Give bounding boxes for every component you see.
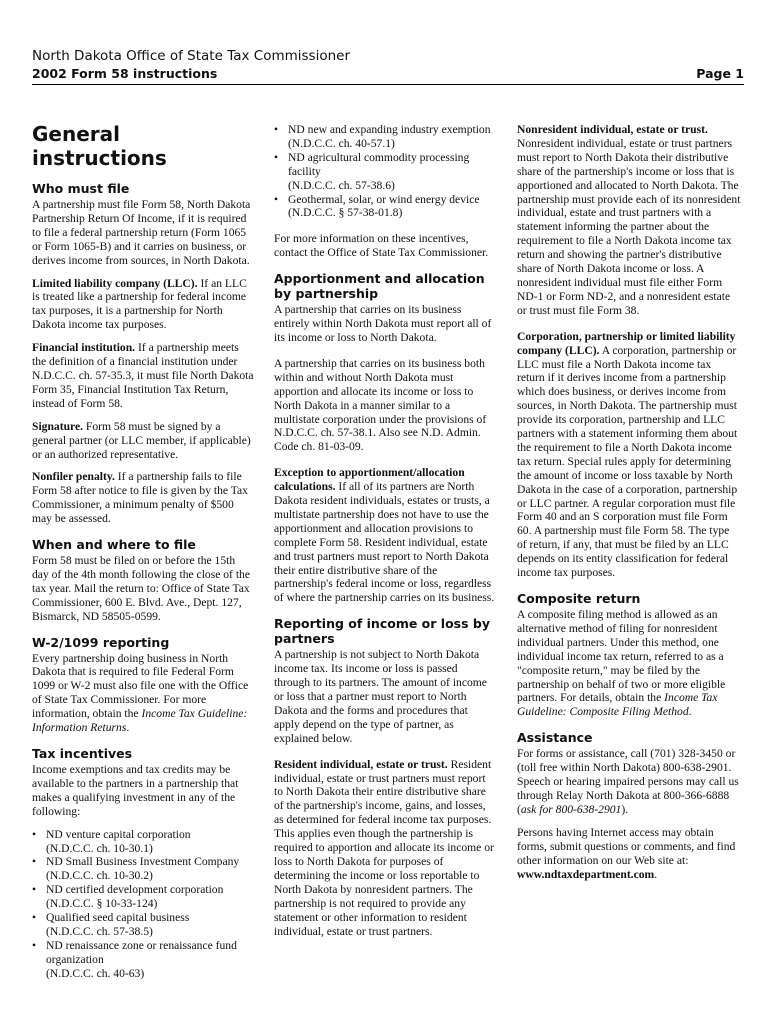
fin-text: If a partnership meets the definition of a financial institution under N.D.C.C. ch. 57-35.3, it must file North Dakota Form 35, Financial Institution Tax Return, instead of Form 58. (32, 341, 254, 410)
incentive-cite: (N.D.C.C. § 57-38-01.8) (288, 206, 403, 220)
incentive-name: • Geothermal, solar, or wind energy device (288, 192, 480, 206)
w2-text: Every partnership doing business in North Dakota that is required to file Federal Form 1099 or W-2 must also file one with the Office of State Tax Commissioner. For more information, obtain the (32, 651, 249, 721)
more-info-text: For more information on these incentives, contact the Office of State Tax Commissioner. (274, 232, 489, 260)
list-item (32, 911, 254, 939)
incentive-name: • ND agricultural commodity processing facility (288, 150, 470, 178)
w2-end: . (126, 721, 130, 735)
assistance-end: ). (621, 802, 629, 816)
composite-guideline: Income Tax Guideline: Composite Filing Method (517, 691, 718, 719)
exception-text: If all of its partners are North Dakota resident individuals, estates or trusts, a multistate partnership does not have to use the apportionment and allocation provisions to complete Form 58. Resident individual, estate and trust partners must report to North Dakota their entire distributive share of the partnership's federal income or loss, regardless of where the partnership carries on its business. (274, 480, 495, 605)
incentive-name: • ND Small Business Investment Company (46, 855, 240, 869)
list-item (274, 151, 496, 193)
fin-lead: Financial institution. (32, 341, 136, 355)
incentive-cite: (N.D.C.C. ch. 10-30.2) (46, 869, 153, 883)
list-item (32, 939, 254, 981)
incentive-cite: (N.D.C.C. ch. 40-57.1) (288, 136, 395, 150)
column-2 (274, 118, 496, 947)
form-title: 2002 Form 58 instructions (32, 66, 218, 81)
assistance-text: For forms or assistance, call (701) 328-3450 or (toll free within North Dakota) 800-638-2901. Speech or hearing impaired persons may call us through Relay North Dakota at 800-366-6888 ( (517, 747, 739, 816)
incentive-list-1 (32, 828, 254, 981)
incentive-cite: (N.D.C.C. ch. 40-63) (46, 966, 145, 980)
incentive-cite: (N.D.C.C. ch. 57-38.6) (288, 178, 395, 192)
website-link[interactable]: www.ndtaxdepartment.com (517, 867, 655, 881)
composite-paragraph (517, 608, 741, 719)
incentive-list-2 (274, 123, 496, 220)
w2-guideline: Income Tax Guideline: Information Returns (32, 707, 248, 735)
list-item (274, 123, 496, 151)
composite-heading: Composite return (517, 591, 641, 606)
nonresident-paragraph (517, 123, 741, 318)
list-item (274, 193, 496, 221)
sig-paragraph (32, 420, 254, 462)
page-title: General instructions (32, 122, 167, 170)
fin-paragraph (32, 341, 254, 411)
corporation-lead: Corporation, partnership or limited liability company (LLC). (517, 329, 736, 357)
resident-lead: Resident individual, estate or trust. (274, 757, 448, 771)
internet-paragraph (517, 826, 741, 882)
composite-end: . (688, 705, 692, 719)
exception-lead: Exception to apportionment/allocation calculations. (274, 466, 465, 494)
reporting-text: A partnership is not subject to North Dakota income tax. Its income or loss is passed through to its partners. The amount of income or loss that a partner must report to North Dakota and the forms and procedures that apply depend on the type of partner, as explained below. (274, 648, 487, 745)
apportionment-p1: A partnership that carries on its business entirely within North Dakota must report all of its income or loss to North Dakota. (274, 303, 492, 344)
tax-heading: Tax incentives (32, 746, 133, 761)
who-heading: Who must file (32, 181, 130, 196)
nonfiler-paragraph (32, 470, 254, 526)
composite-text: A composite filing method is allowed as an alternative method of filing for nonresident individual partners. Under this method, one individual income tax return, referred to as a "composite return," may be filed by the partnership on behalf of two or more eligible partners. For details, obtain the (517, 608, 726, 705)
incentive-name: • ND certified development corporation (46, 883, 224, 897)
website-end: . (654, 867, 658, 881)
apportionment-p2: A partnership that carries on its business both within and without North Dakota must apportion and allocate its income or loss to North Dakota in a manner similar to a multistate corporation under the provisions of N.D.C.C. ch. 57-38.1. Also see N.D. Admin. Code ch. 81-03-09. (274, 356, 487, 454)
resident-text: Resident individual, estate or trust partners must report to North Dakota their entire distributive share of the partnership's income, gains, and losses, as determined for federal income tax purposes. This applies even though the partnership is required to apportion and allocate its income or loss to North Dakota for purposes of determining the income or loss reportable to North Dakota by nonresident partners. The partnership is not required to provide any statement or other information to resident individual, estate or trust partners. (274, 757, 494, 938)
page-header (32, 48, 744, 85)
when-heading: When and where to file (32, 537, 196, 553)
form-title-line (32, 65, 744, 82)
corporation-text: A corporation, partnership or LLC must file a North Dakota income tax return if it derives income from a partnership which does business, or derives income from sources, in North Dakota. The partnership must provide its corporation, partnership and LLC partners with a statement informing them about the requirement to file a North Dakota income tax return. Special rules apply for determining the amount of income or loss taxable by North Dakota in the case of a corporation, partnership or LLC partner. A regular corporation must file Form 40 and an S corporation must file Form 60. A partnership must file Form 58. The type of return, if any, that must be filed by an LLC depends on its entity classification for federal income tax purposes. (517, 343, 738, 580)
incentive-cite: (N.D.C.C. ch. 10-30.1) (46, 841, 153, 855)
w2-heading: W-2/1099 reporting (32, 634, 170, 650)
header-rule (32, 84, 744, 85)
apportionment-heading: Apportionment and allocation by partnership (274, 271, 485, 302)
agency-name: North Dakota Office of State Tax Commissioner (32, 48, 350, 64)
when-text: Form 58 must be filed on or before the 15th day of the 4th month following the close of the tax year. Mail the return to: Office of State Tax Commissioner, 600 E. Blvd. Ave., Dept. 127, Bismarck, ND 58505-0599. (32, 554, 250, 623)
incentive-cite: (N.D.C.C. ch. 57-38.5) (46, 924, 153, 938)
list-item (32, 855, 254, 883)
assistance-heading: Assistance (517, 730, 593, 746)
incentive-name: • ND venture capital corporation (46, 827, 191, 841)
assistance-italic: ask for 800-638-2901 (520, 802, 622, 816)
sig-text: Form 58 must be signed by a general partner (or LLC member, if applicable) or an authorized representative. (32, 419, 251, 461)
sig-lead: Signature. (32, 419, 83, 433)
w2-paragraph (32, 652, 254, 735)
incentive-name: • ND renaissance zone or renaissance fund organization (46, 938, 237, 966)
tax-text: Income exemptions and tax credits may be available to the partners in a partnership that makes a qualifying investment in any of the following: (32, 763, 239, 818)
incentive-name: • Qualified seed capital business (46, 911, 190, 925)
list-item (32, 883, 254, 911)
llc-lead: Limited liability company (LLC). (32, 276, 198, 290)
incentive-cite: (N.D.C.C. § 10-33-124) (46, 897, 158, 911)
corporation-paragraph (517, 330, 741, 580)
resident-paragraph (274, 758, 496, 939)
nonresident-lead: Nonresident individual, estate or trust. (517, 123, 708, 136)
llc-text: If an LLC is treated like a partnership for federal income tax purposes, it is a partnership for North Dakota income tax purposes. (32, 276, 247, 332)
assistance-paragraph (517, 747, 741, 817)
page-number: Page 1 (696, 66, 744, 81)
column-3 (517, 118, 741, 890)
llc-paragraph (32, 277, 254, 333)
list-item (32, 828, 254, 856)
nonfiler-lead: Nonfiler penalty. (32, 470, 115, 484)
column-1 (32, 118, 254, 990)
nonfiler-text: If a partnership fails to file Form 58 after notice to file is given by the Tax Commissioner, a minimum penalty of $500 may be assessed. (32, 470, 248, 526)
incentive-name: • ND new and expanding industry exemption (288, 123, 491, 136)
who-text: A partnership must file Form 58, North Dakota Partnership Return Of Income, if it is required to file a federal partnership return (Form 1065 or Form 1065-B) and it carries on business, or derives income from sources, in North Dakota. (32, 198, 251, 267)
internet-text: Persons having Internet access may obtain forms, submit questions or comments, and find other information on our Web site at: (517, 825, 736, 867)
reporting-heading: Reporting of income or loss by partners (274, 616, 490, 647)
nonresident-text: Nonresident individual, estate or trust partners must report to North Dakota their distributive share of the partnership's income or loss that is apportioned and allocated to North Dakota. The partnership must provide each of its nonresident individual, estate and trust partners with a statement informing the partner about the requirement to file a North Dakota income tax return and showing the partner's distributive share of North Dakota income or loss. A nonresident individual must file either Form ND-1 or Form ND-2, and a nonresident estate or trust must file Form 38. (517, 136, 741, 317)
exception-paragraph (274, 466, 496, 605)
